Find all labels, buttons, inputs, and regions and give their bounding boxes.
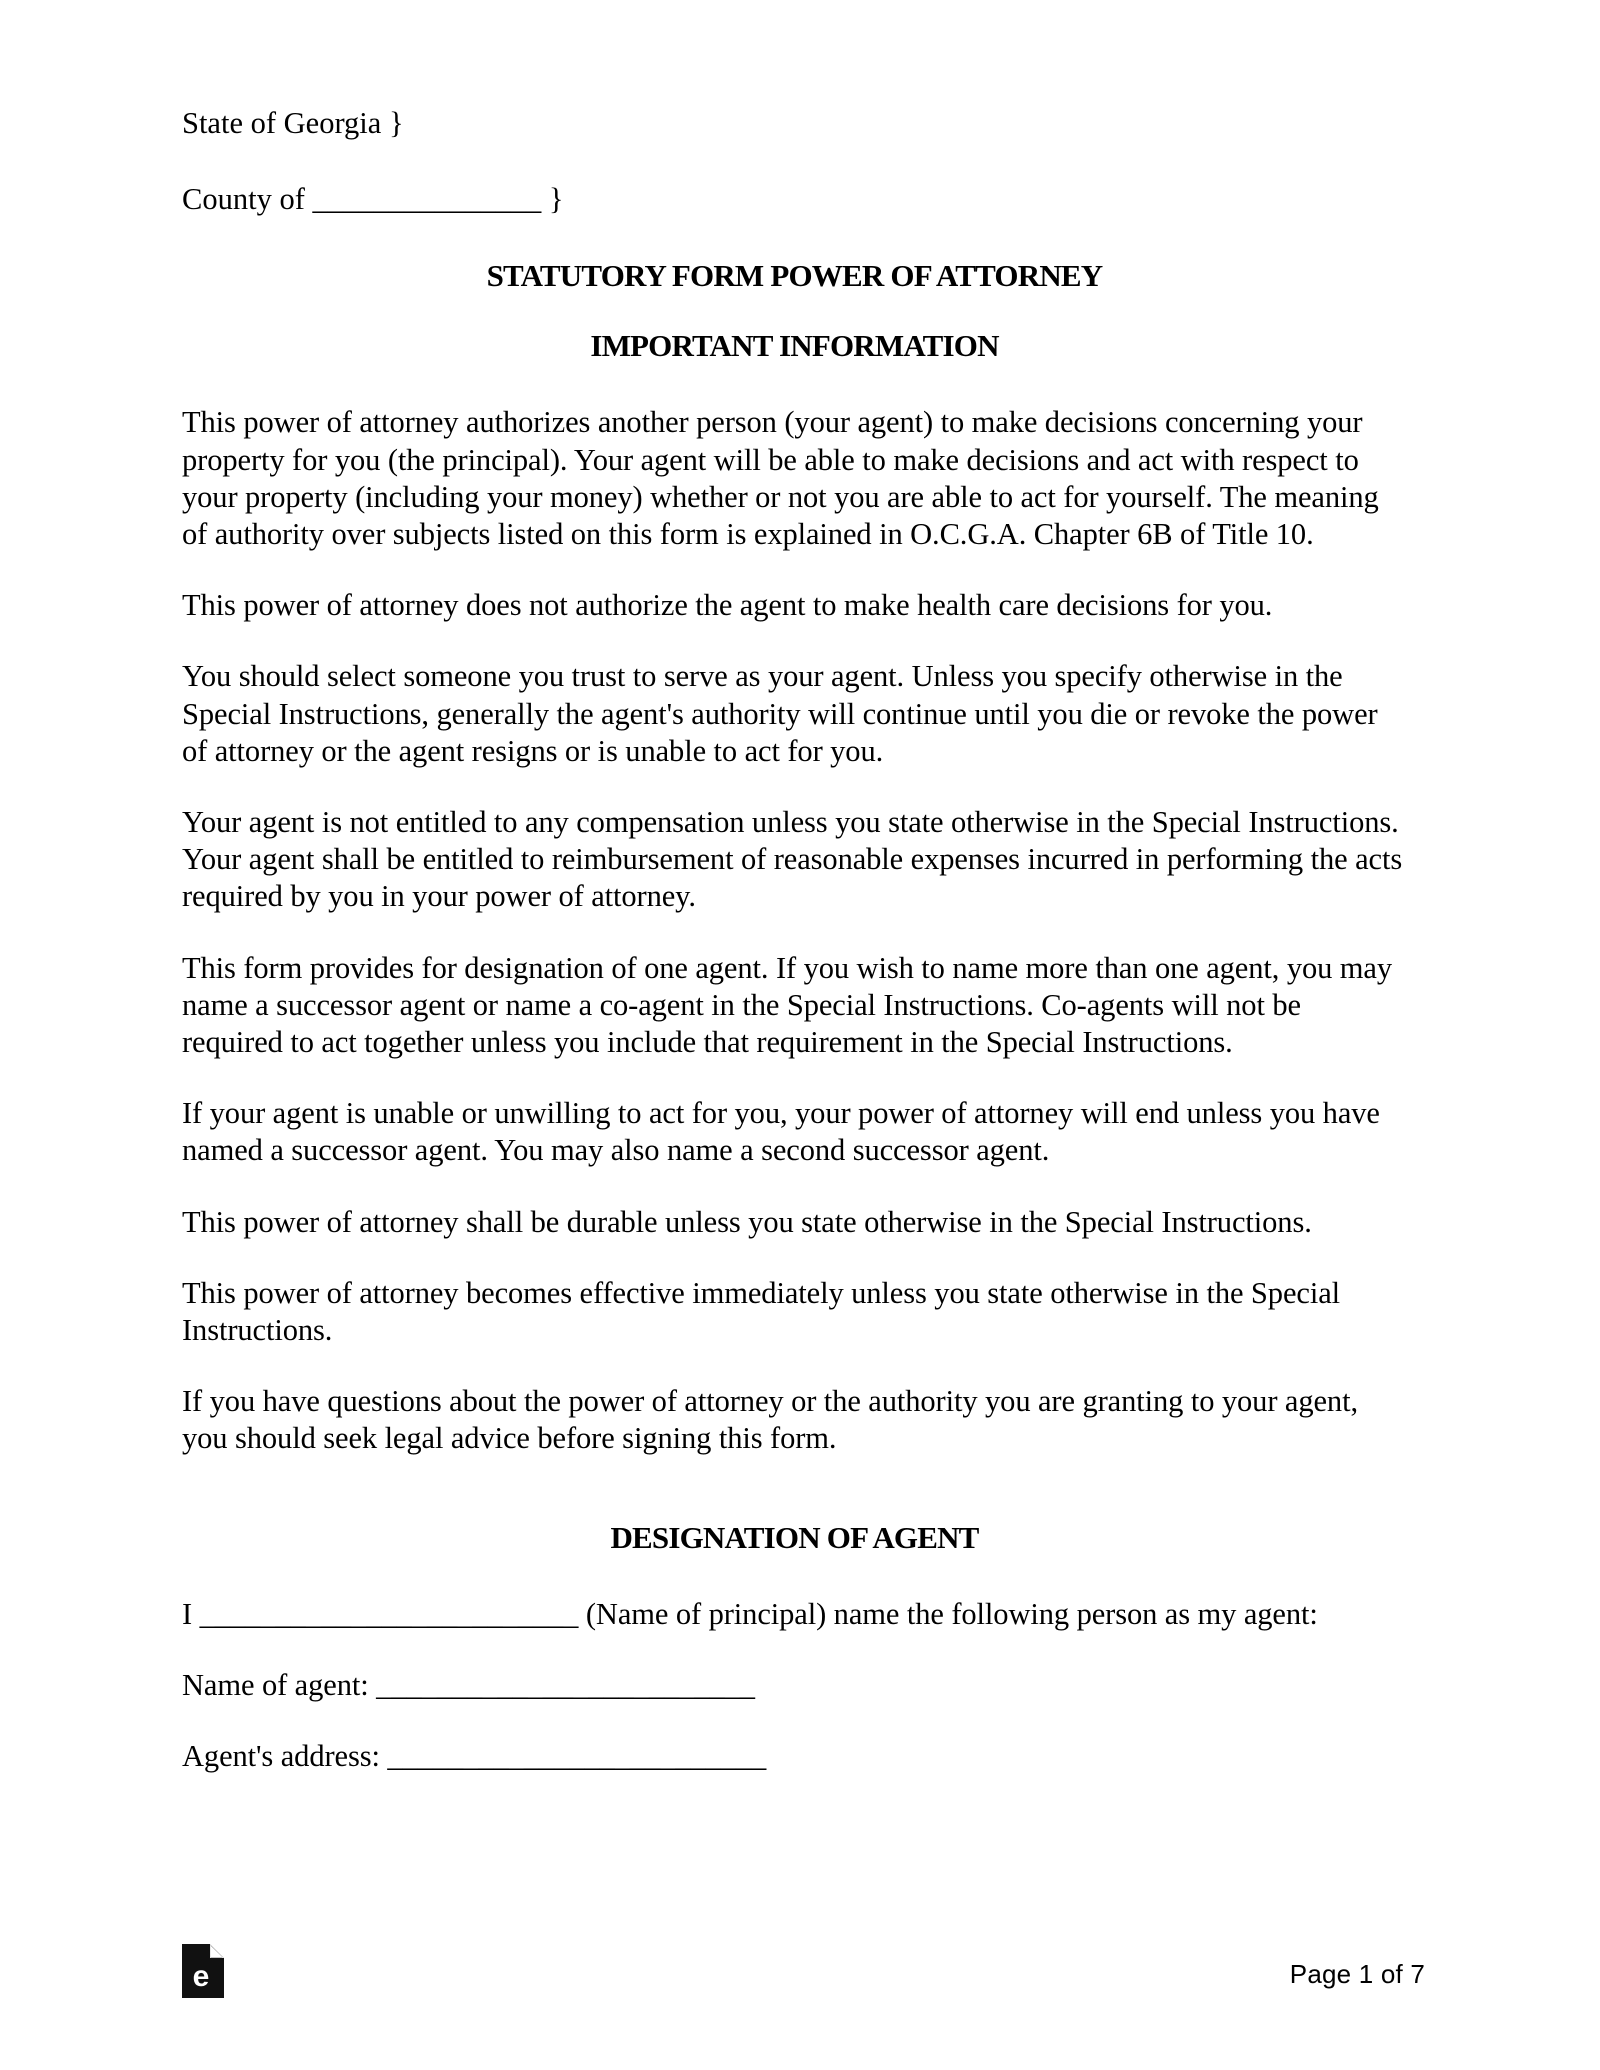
paragraph-one-agent-designation: This form provides for designation of one agent. If you wish to name more than one agent, you may name a successor agent or name a co-agent in the Special Instructions. Co-agents will not be required to act together unless you include that requirement in the Special Instructions. — [182, 950, 1393, 1060]
page-footer — [182, 1928, 1425, 1998]
designation-spacer-bottom — [182, 1556, 1407, 1596]
state-line: State of Georgia } — [182, 106, 404, 140]
paragraph-selecting-agent: You should select someone you trust to serve as your agent. Unless you specify otherwise in the Special Instructions, generally the agent's authority will continue until you die or revoke the power of attorney or the agent resigns or is unable to act for you. — [182, 659, 1378, 768]
document-body — [182, 105, 1407, 1775]
paragraph-successor-agent: If your agent is unable or unwilling to act for you, your power of attorney will end unless you have named a successor agent. You may also name a second successor agent. — [182, 1096, 1380, 1168]
paragraph-effective-date: This power of attorney becomes effective immediately unless you state otherwise in the Special Instructions. — [182, 1275, 1341, 1348]
paragraph-durability: This power of attorney shall be durable unless you state otherwise in the Special Instructions. — [182, 1204, 1312, 1239]
logo-letter: e — [192, 1960, 210, 1993]
agent-address-field-line[interactable]: Agent's address: _________________________ — [182, 1739, 767, 1774]
title-spacer — [182, 294, 1407, 328]
page-number-label: Page 1 of 7 — [1289, 1959, 1425, 1989]
county-line: County of _______________ } — [182, 182, 564, 217]
eforms-document-logo-icon — [182, 1944, 224, 1998]
paragraph-compensation: Your agent is not entitled to any compensation unless you state otherwise in the Special Instructions. Your agent shall be entitled to reimbursement of reasonable expenses incurred in performing the acts required by you in your power of attorney. — [182, 805, 1403, 914]
paragraph-legal-advice: If you have questions about the power of attorney or the authority you are granting to your agent, you should seek legal advice before signing this form. — [182, 1384, 1358, 1456]
paragraph-health-care-exclusion: This power of attorney does not authorize the agent to make health care decisions for you. — [182, 588, 1273, 623]
designation-spacer-top — [182, 1492, 1407, 1520]
page-title: STATUTORY FORM POWER OF ATTORNEY — [486, 258, 1103, 294]
agent-name-field-line[interactable]: Name of agent: _________________________ — [182, 1667, 755, 1702]
heading-spacer — [182, 364, 1407, 404]
section-heading-important-information: IMPORTANT INFORMATION — [590, 328, 999, 364]
paragraph-authorization: This power of attorney authorizes another person (your agent) to make decisions concerning your property for you (the principal). Your agent will be able to make decisions and act with respect to your property (including your money) whether or not you are able to act for yourself. The meaning of authority over subjects listed on this form is explained in O.C.G.A. Chapter 6B of Title 10. — [182, 405, 1379, 552]
principal-name-field-line[interactable]: I _________________________ (Name of principal) name the following person as my agent: — [182, 1596, 1318, 1631]
section-heading-designation-of-agent: DESIGNATION OF AGENT — [610, 1519, 979, 1555]
